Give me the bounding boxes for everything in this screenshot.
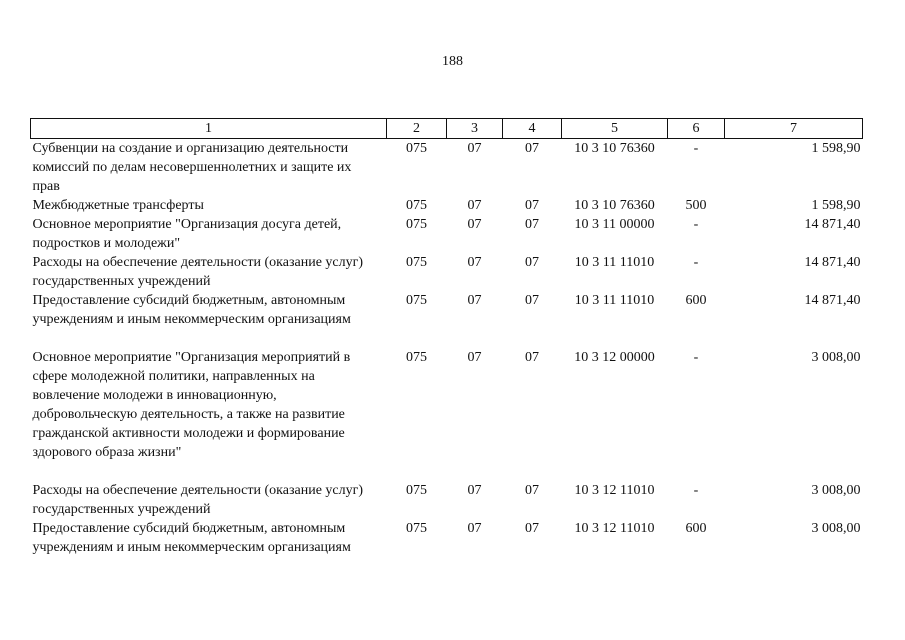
row-col-2: 075 xyxy=(406,198,427,213)
table-row xyxy=(31,139,863,197)
row-col-7: 3 008,00 xyxy=(811,350,861,365)
row-col-6: - xyxy=(693,255,699,270)
header-col-5: 5 xyxy=(562,119,668,139)
row-col-3: 07 xyxy=(467,483,482,498)
row-name: Расходы на обеспечение деятельности (оказание услуг) государственных учреждений xyxy=(32,483,364,517)
row-name: Расходы на обеспечение деятельности (оказание услуг) государственных учреждений xyxy=(32,255,364,289)
header-col-2: 2 xyxy=(387,119,447,139)
row-col-3: 07 xyxy=(467,198,482,213)
row-col-7: 14 871,40 xyxy=(804,217,861,232)
row-col-2: 075 xyxy=(406,293,427,308)
header-col-4: 4 xyxy=(503,119,562,139)
header-col-6: 6 xyxy=(668,119,725,139)
table-row xyxy=(31,481,863,519)
row-col-4: 07 xyxy=(525,483,539,498)
row-col-5: 10 3 11 11010 xyxy=(574,293,655,308)
table-row xyxy=(31,196,863,215)
row-name: Основное мероприятие "Организация мероприятий в сфере молодежной политики, направленных на вовлечение молодежи в инновационную, добровольческую деятельность, а также на развитие гражданской активности молодежи и формирование здорового образа жизни" xyxy=(32,350,351,460)
row-col-4: 07 xyxy=(525,293,539,308)
row-col-5: 10 3 12 11010 xyxy=(574,521,655,536)
row-col-4: 07 xyxy=(525,255,539,270)
budget-table xyxy=(30,118,863,557)
row-col-4: 07 xyxy=(525,350,539,365)
row-col-2: 075 xyxy=(406,483,427,498)
row-col-3: 07 xyxy=(467,521,482,536)
row-name: Предоставление субсидий бюджетным, автономным учреждениям и иным некоммерческим организациям xyxy=(32,521,351,555)
row-name: Предоставление субсидий бюджетным, автономным учреждениям и иным некоммерческим организациям xyxy=(32,293,351,327)
row-col-3: 07 xyxy=(467,350,482,365)
header-row xyxy=(31,119,863,139)
row-col-6: 600 xyxy=(685,521,707,536)
row-col-6: - xyxy=(693,350,699,365)
row-col-4: 07 xyxy=(525,217,539,232)
row-col-6: - xyxy=(693,217,699,232)
row-spacer xyxy=(31,462,863,481)
table-row xyxy=(31,519,863,557)
row-col-6: 500 xyxy=(685,198,707,213)
row-col-6: 600 xyxy=(685,293,707,308)
row-col-5: 10 3 10 76360 xyxy=(574,198,655,213)
row-col-2: 075 xyxy=(406,217,427,232)
table-row xyxy=(31,348,863,462)
row-col-6: - xyxy=(693,483,699,498)
header-col-3: 3 xyxy=(447,119,503,139)
row-col-7: 1 598,90 xyxy=(811,141,861,156)
row-col-2: 075 xyxy=(406,521,427,536)
row-col-2: 075 xyxy=(406,255,427,270)
row-col-3: 07 xyxy=(467,293,482,308)
row-name: Межбюджетные трансферты xyxy=(32,198,204,213)
row-col-7: 14 871,40 xyxy=(804,255,861,270)
row-name: Субвенции на создание и организацию деятельности комиссий по делам несовершеннолетних и защите их прав xyxy=(32,141,352,194)
header-col-7: 7 xyxy=(725,119,863,139)
row-spacer xyxy=(31,329,863,348)
row-col-3: 07 xyxy=(467,217,482,232)
row-col-2: 075 xyxy=(406,141,427,156)
row-col-3: 07 xyxy=(467,141,482,156)
row-col-7: 1 598,90 xyxy=(811,198,861,213)
row-col-5: 10 3 10 76360 xyxy=(574,141,655,156)
row-col-7: 3 008,00 xyxy=(811,483,861,498)
header-col-1: 1 xyxy=(31,119,387,139)
row-col-6: - xyxy=(693,141,699,156)
row-col-5: 10 3 11 00000 xyxy=(574,217,655,232)
row-col-7: 3 008,00 xyxy=(811,521,861,536)
row-col-5: 10 3 12 11010 xyxy=(574,483,655,498)
table-row xyxy=(31,215,863,253)
row-col-2: 075 xyxy=(406,350,427,365)
row-col-3: 07 xyxy=(467,255,482,270)
row-col-7: 14 871,40 xyxy=(804,293,861,308)
row-name: Основное мероприятие "Организация досуга детей, подростков и молодежи" xyxy=(32,217,342,251)
table-row xyxy=(31,253,863,291)
table-row xyxy=(31,291,863,329)
row-col-4: 07 xyxy=(525,198,539,213)
row-col-4: 07 xyxy=(525,521,539,536)
row-col-5: 10 3 11 11010 xyxy=(574,255,655,270)
page-number: 188 xyxy=(442,54,463,69)
row-col-5: 10 3 12 00000 xyxy=(574,350,655,365)
row-col-4: 07 xyxy=(525,141,539,156)
